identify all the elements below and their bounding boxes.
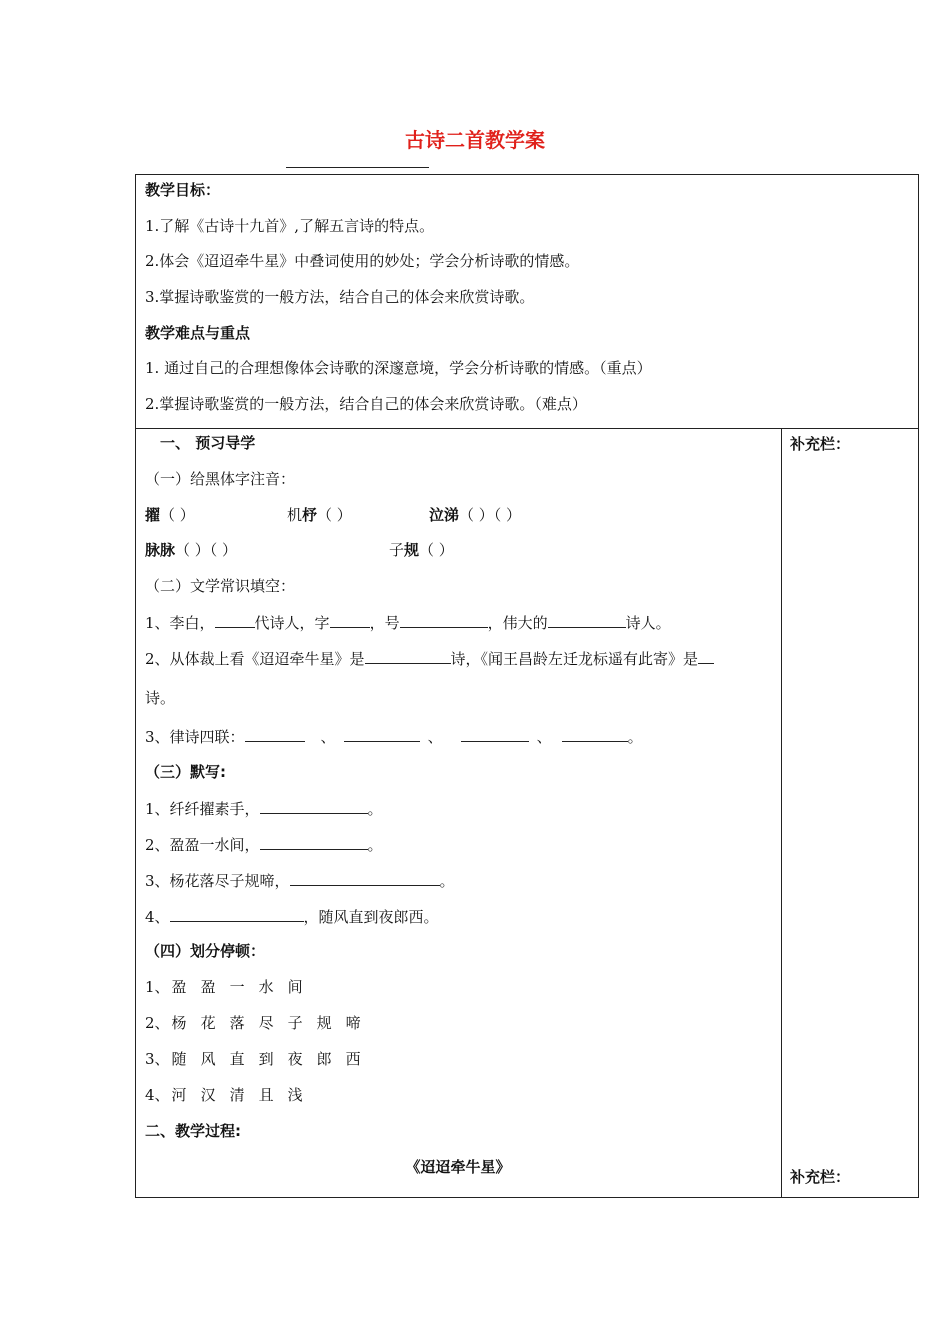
fill-blank[interactable] <box>290 870 440 886</box>
phonetic-row <box>145 540 237 560</box>
keypoint-item: 1. 通过自己的合理想像体会诗歌的深邃意境，学会分析诗歌的情感。（重点） <box>145 359 652 377</box>
phonetic-word: 杼 <box>302 506 318 524</box>
dictation-item: 1、纤纤擢素手， 。 <box>145 800 383 818</box>
fill-blank[interactable] <box>170 906 304 922</box>
fill-blank[interactable] <box>245 726 305 742</box>
lesson-table <box>135 174 919 1198</box>
literature-heading: （二）文学常识填空： <box>145 577 296 595</box>
process-heading: 二、教学过程: <box>145 1122 241 1140</box>
goal-item: 2.体会《迢迢牵牛星》中叠词使用的妙处；学会分析诗歌的情感。 <box>145 252 580 270</box>
pause-item: 2、 杨 花 落 尽 子 规 啼 <box>145 1014 361 1032</box>
fill-blank[interactable] <box>260 834 368 850</box>
phonetic-row <box>145 505 195 525</box>
phonetic-row <box>429 505 521 525</box>
phonetic-blank: （ ）（ ） <box>459 506 522 524</box>
keypoints-heading: 教学难点与重点 <box>145 324 251 342</box>
fill-blank[interactable] <box>215 612 255 628</box>
fill-blank[interactable] <box>562 726 628 742</box>
goals-heading: 教学目标： <box>145 181 221 199</box>
goal-item: 1.了解《古诗十九首》,了解五言诗的特点。 <box>145 217 435 235</box>
literature-q2-tail: 诗。 <box>145 689 176 707</box>
dictation-item: 4、 ，随风直到夜郎西。 <box>145 908 439 926</box>
fill-blank[interactable] <box>461 726 529 742</box>
phonetic-row <box>389 540 454 560</box>
fill-blank[interactable] <box>548 612 626 628</box>
fill-blank[interactable] <box>344 726 420 742</box>
supplement-label: 补充栏： <box>790 435 851 453</box>
dictation-item: 2、盈盈一水间， 。 <box>145 836 383 854</box>
phonetic-heading: （一）给黑体字注音： <box>145 470 296 488</box>
phonetic-word: 擢 <box>145 506 161 524</box>
supplement-label: 补充栏： <box>790 1168 851 1186</box>
dictation-item: 3、杨花落尽子规啼， 。 <box>145 872 455 890</box>
phonetic-word: 泣涕 <box>429 506 460 524</box>
phonetic-word: 规 <box>404 541 420 559</box>
literature-q2: 2、从体裁上看《迢迢牵牛星》是 诗，《闻王昌龄左迁龙标遥有此寄》是 <box>145 648 714 669</box>
goal-item: 3.掌握诗歌鉴赏的一般方法，结合自己的体会来欣赏诗歌。 <box>145 288 535 306</box>
phonetic-blank: （ ）（ ） <box>175 541 238 559</box>
literature-q3: 3、律诗四联： 、 、 、 。 <box>145 728 643 746</box>
sidebar-divider <box>781 428 782 1198</box>
phonetic-word: 脉脉 <box>145 541 176 559</box>
literature-q1: 1、李白， 代诗人，字 ，号 ，伟大的 诗人。 <box>145 614 671 632</box>
dictation-heading: （三）默写: <box>145 763 226 781</box>
pause-item: 1、 盈 盈 一 水 间 <box>145 978 303 996</box>
preview-heading: 一、 预习导学 <box>160 434 256 452</box>
fill-blank[interactable] <box>330 612 370 628</box>
pause-heading: （四）划分停顿： <box>145 942 266 960</box>
page-title: 古诗二首教学案 <box>405 128 545 152</box>
phonetic-word-prefix: 子 <box>389 541 405 559</box>
phonetic-blank: （ ） <box>160 506 195 524</box>
phonetic-word-prefix: 机 <box>287 506 303 524</box>
phonetic-row <box>287 505 352 525</box>
fill-blank[interactable] <box>698 648 714 664</box>
phonetic-blank: （ ） <box>419 541 454 559</box>
keypoint-item: 2.掌握诗歌鉴赏的一般方法，结合自己的体会来欣赏诗歌。（难点） <box>145 395 587 413</box>
phonetic-blank: （ ） <box>317 506 352 524</box>
fill-blank[interactable] <box>365 648 451 664</box>
table-divider <box>135 428 919 429</box>
title-underline <box>286 167 429 168</box>
pause-item: 3、 随 风 直 到 夜 郎 西 <box>145 1050 361 1068</box>
fill-blank[interactable] <box>260 798 368 814</box>
fill-blank[interactable] <box>400 612 488 628</box>
pause-item: 4、 河 汉 清 且 浅 <box>145 1086 303 1104</box>
poem-title: 《迢迢牵牛星》 <box>405 1158 511 1176</box>
